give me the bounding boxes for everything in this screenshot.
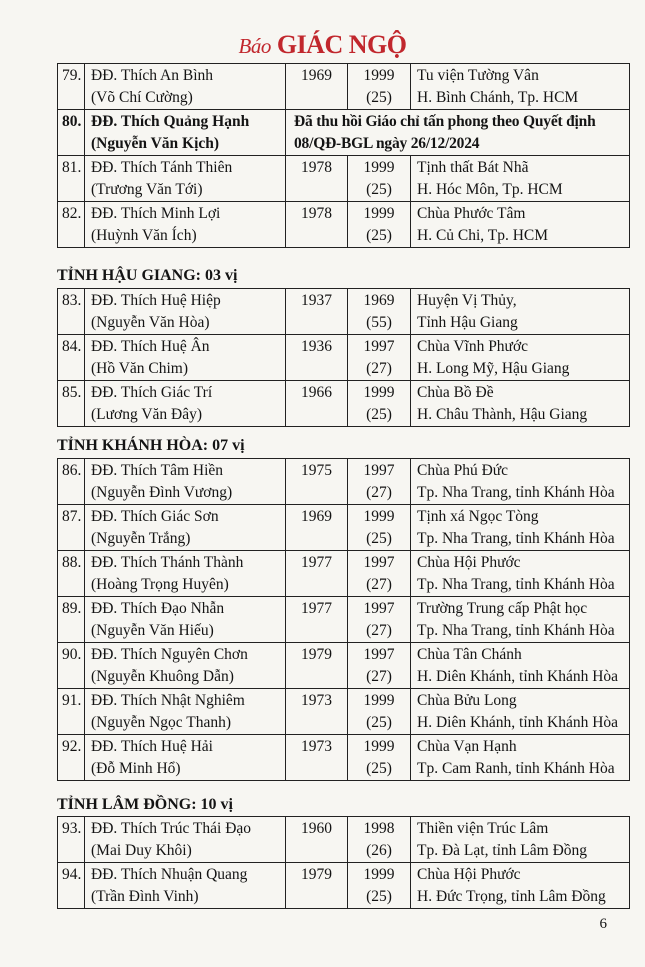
table-row [58,505,630,551]
ordination-age: (25) [366,760,392,777]
place-name: Chùa Vạn Hạnh [417,738,517,755]
lay-name: (Hoàng Trọng Huyên) [91,576,229,593]
row-number: 94. [58,863,85,909]
table-row [58,597,630,643]
monk-cell [85,381,286,427]
table-row [58,381,630,427]
page-number: 6 [599,916,607,932]
ordination-year: 1998 [363,820,395,837]
table-row [58,202,630,248]
place-location: H. Bình Chánh, Tp. HCM [417,89,579,106]
ordination-year: 1999 [363,159,395,176]
monk-cell [85,551,286,597]
monk-cell [85,64,286,110]
ordination-age: (27) [366,360,392,377]
place-name: Thiền viện Trúc Lâm [417,820,549,837]
place-cell [411,735,630,781]
row-number: 81. [58,156,85,202]
place-location: Tp. Đà Lạt, tỉnh Lâm Đồng [417,842,588,859]
row-number: 87. [58,505,85,551]
place-name: Chùa Tân Chánh [417,646,522,663]
table-row [58,817,630,863]
place-location: Tp. Nha Trang, tỉnh Khánh Hòa [417,530,615,547]
place-cell [411,459,630,505]
ordination-cell [348,459,411,505]
row-number: 82. [58,202,85,248]
ordination-year: 1999 [363,692,395,709]
lay-name: (Huỳnh Văn Ích) [91,227,197,244]
monk-cell [85,156,286,202]
place-name: Chùa Hội Phước [417,554,521,571]
ordination-cell [348,689,411,735]
monk-name: ĐĐ. Thích Nhật Nghiêm [91,692,245,709]
row-number: 84. [58,335,85,381]
place-name: Chùa Phú Đức [417,462,509,479]
section-heading-khanh-hoa: TỈNH KHÁNH HÒA: 07 vị [57,437,245,454]
ordination-cell [348,381,411,427]
ordination-age: (55) [366,314,392,331]
place-location: Tp. Cam Ranh, tỉnh Khánh Hòa [417,760,615,777]
place-cell [411,505,630,551]
ordination-age: (25) [366,530,392,547]
monk-cell [85,202,286,248]
ordination-age: (25) [366,89,392,106]
row-number: 83. [58,289,85,335]
ordination-age: (27) [366,668,392,685]
place-name: Chùa Phước Tâm [417,205,526,222]
lay-name: (Nguyễn Văn Kịch) [91,135,220,152]
table-row [58,689,630,735]
monk-cell [85,817,286,863]
birth-year: 1960 [286,817,348,863]
monk-cell [85,689,286,735]
table-row [58,459,630,505]
place-location: H. Châu Thành, Hậu Giang [417,406,588,423]
revocation-note-line2: 08/QĐ-BGL ngày 26/12/2024 [294,135,480,152]
table-lam-dong [57,816,630,909]
ordination-cell [348,643,411,689]
masthead-prefix: Báo [238,34,271,58]
lay-name: (Nguyễn Đình Vương) [91,484,233,501]
lay-name: (Nguyễn Trắng) [91,530,191,547]
lay-name: (Trần Đình Vinh) [91,888,199,905]
table-hau-giang [57,288,630,427]
place-location: Tỉnh Hậu Giang [417,314,518,331]
place-cell [411,64,630,110]
ordination-age: (25) [366,227,392,244]
monk-cell [85,335,286,381]
ordination-cell [348,817,411,863]
ordination-cell [348,597,411,643]
ordination-year: 1999 [363,67,395,84]
ordination-cell [348,64,411,110]
lay-name: (Hồ Văn Chim) [91,360,189,377]
section-heading-lam-dong: TỈNH LÂM ĐỒNG: 10 vị [57,796,233,813]
ordination-year: 1997 [363,646,395,663]
row-number: 93. [58,817,85,863]
place-cell [411,643,630,689]
monk-cell [85,863,286,909]
monk-name: ĐĐ. Thích Huệ Ân [91,338,210,355]
place-location: H. Diên Khánh, tỉnh Khánh Hòa [417,668,619,685]
table-row [58,64,630,110]
monk-name: ĐĐ. Thích Giác Sơn [91,508,219,525]
ordination-age: (26) [366,842,392,859]
table-khanh-hoa [57,458,630,781]
birth-year: 1966 [286,381,348,427]
monk-name: ĐĐ. Thích Trúc Thái Đạo [91,820,252,837]
birth-year: 1977 [286,551,348,597]
monk-name: ĐĐ. Thích Tâm Hiền [91,462,224,479]
birth-year: 1973 [286,689,348,735]
row-number: 91. [58,689,85,735]
row-number: 88. [58,551,85,597]
monk-cell [85,735,286,781]
monk-cell [85,459,286,505]
place-name: Tịnh thất Bát Nhã [417,159,529,176]
ordination-age: (27) [366,622,392,639]
lay-name: (Nguyễn Khuông Dẫn) [91,668,234,685]
birth-year: 1977 [286,597,348,643]
row-number: 79. [58,64,85,110]
table-row [58,551,630,597]
lay-name: (Nguyễn Văn Hiếu) [91,622,214,639]
ordination-age: (25) [366,181,392,198]
monk-name: ĐĐ. Thích Nhuận Quang [91,866,248,883]
row-number: 90. [58,643,85,689]
place-location: H. Diên Khánh, tỉnh Khánh Hòa [417,714,619,731]
table-hcm [57,63,630,248]
lay-name: (Mai Duy Khôi) [91,842,192,859]
table-row [58,335,630,381]
ordination-cell [348,735,411,781]
place-cell [411,817,630,863]
row-number: 80. [58,110,85,156]
monk-name: ĐĐ. Thích Giác Trí [91,384,213,401]
place-name: Chùa Bồ Đề [417,384,494,401]
monk-cell [85,110,286,156]
table-row [58,643,630,689]
ordination-age: (25) [366,406,392,423]
table-row [58,289,630,335]
birth-year: 1978 [286,202,348,248]
table-row [58,156,630,202]
place-cell [411,381,630,427]
place-cell [411,863,630,909]
revocation-note-line1: Đã thu hồi Giáo chỉ tấn phong theo Quyết định [294,113,596,130]
place-cell [411,156,630,202]
row-number: 86. [58,459,85,505]
place-name: Chùa Hội Phước [417,866,521,883]
row-number: 92. [58,735,85,781]
masthead-name: GIÁC NGỘ [276,30,407,59]
ordination-cell [348,505,411,551]
birth-year: 1969 [286,64,348,110]
lay-name: (Trương Văn Tới) [91,181,203,198]
lay-name: (Nguyễn Văn Hòa) [91,314,210,331]
place-cell [411,202,630,248]
lay-name: (Đỗ Minh Hổ) [91,760,181,777]
ordination-year: 1969 [363,292,395,309]
monk-name: ĐĐ. Thích Thánh Thành [91,554,244,571]
monk-name: ĐĐ. Thích An Bình [91,67,213,84]
place-location: H. Củ Chi, Tp. HCM [417,227,549,244]
place-cell [411,551,630,597]
ordination-year: 1999 [363,866,395,883]
place-location: Tp. Nha Trang, tỉnh Khánh Hòa [417,622,615,639]
birth-year: 1979 [286,863,348,909]
place-name: Chùa Bửu Long [417,692,517,709]
place-name: Huyện Vị Thủy, [417,292,517,309]
ordination-age: (25) [366,714,392,731]
place-cell [411,689,630,735]
place-location: H. Long Mỹ, Hậu Giang [417,360,570,377]
monk-name: ĐĐ. Thích Huệ Hải [91,738,213,755]
table-row [58,735,630,781]
ordination-year: 1997 [363,600,395,617]
monk-name: ĐĐ. Thích Quảng Hạnh [91,113,250,130]
place-cell [411,597,630,643]
monk-name: ĐĐ. Thích Tánh Thiên [91,159,233,176]
monk-name: ĐĐ. Thích Đạo Nhẫn [91,600,225,617]
birth-year: 1973 [286,735,348,781]
ordination-year: 1997 [363,554,395,571]
monk-cell [85,289,286,335]
place-location: Tp. Nha Trang, tỉnh Khánh Hòa [417,576,615,593]
ordination-year: 1997 [363,462,395,479]
lay-name: (Võ Chí Cường) [91,89,193,106]
lay-name: (Lương Văn Đây) [91,406,203,423]
table-row [58,110,630,156]
place-cell [411,289,630,335]
monk-name: ĐĐ. Thích Huệ Hiệp [91,292,221,309]
ordination-age: (27) [366,576,392,593]
place-cell [411,335,630,381]
ordination-age: (27) [366,484,392,501]
birth-year: 1969 [286,505,348,551]
place-location: H. Hóc Môn, Tp. HCM [417,181,563,198]
birth-year: 1978 [286,156,348,202]
place-location: H. Đức Trọng, tỉnh Lâm Đồng [417,888,606,905]
place-name: Tu viện Tường Vân [417,67,539,84]
monk-cell [85,597,286,643]
ordination-year: 1999 [363,508,395,525]
birth-year: 1975 [286,459,348,505]
birth-year: 1937 [286,289,348,335]
lay-name: (Nguyễn Ngọc Thanh) [91,714,232,731]
ordination-year: 1999 [363,384,395,401]
masthead-logo [0,30,645,61]
ordination-year: 1997 [363,338,395,355]
place-name: Trường Trung cấp Phật học [417,600,588,617]
ordination-year: 1999 [363,205,395,222]
table-row [58,863,630,909]
monk-cell [85,643,286,689]
monk-name: ĐĐ. Thích Minh Lợi [91,205,221,222]
monk-cell [85,505,286,551]
ordination-age: (25) [366,888,392,905]
ordination-year: 1999 [363,738,395,755]
row-number: 89. [58,597,85,643]
place-location: Tp. Nha Trang, tỉnh Khánh Hòa [417,484,615,501]
ordination-cell [348,335,411,381]
birth-year: 1979 [286,643,348,689]
birth-year: 1936 [286,335,348,381]
monk-name: ĐĐ. Thích Nguyên Chơn [91,646,248,663]
ordination-cell [348,289,411,335]
ordination-cell [348,863,411,909]
section-heading-hau-giang: TỈNH HẬU GIANG: 03 vị [57,267,238,284]
ordination-cell [348,551,411,597]
ordination-cell [348,202,411,248]
row-number: 85. [58,381,85,427]
place-name: Chùa Vĩnh Phước [417,338,529,355]
revocation-note [286,110,630,156]
place-name: Tịnh xá Ngọc Tòng [417,508,539,525]
ordination-cell [348,156,411,202]
